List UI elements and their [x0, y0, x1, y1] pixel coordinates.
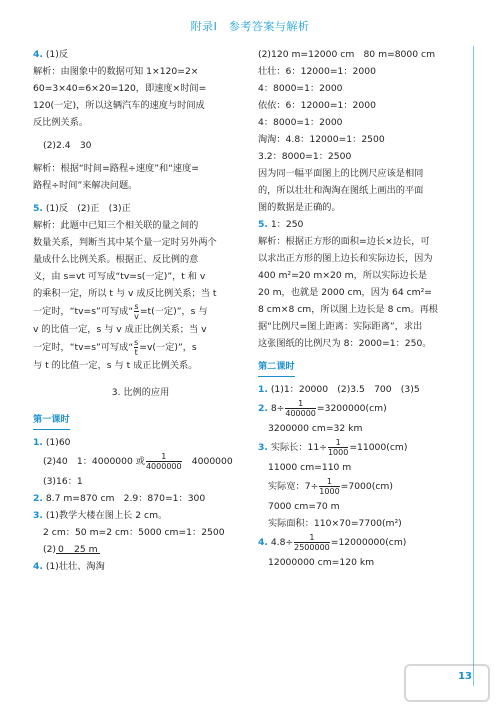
answer-line: 3200000 cm=32 km	[268, 423, 363, 434]
analysis-line: 的乘积一定，所以 t 与 v 成反比例关系；当 t	[33, 288, 217, 299]
answer-line: 7000 cm=70 m	[268, 501, 340, 512]
answer-1-3: (3)16：1	[43, 476, 83, 487]
analysis-line: 反比例关系。	[33, 117, 89, 128]
question-number: 5.	[33, 203, 43, 214]
analysis-line: 120(一定)，所以这辆汽车的速度与时间成	[33, 100, 205, 111]
page-number: 13	[458, 671, 472, 682]
answer-line: 壮壮：6：12000=1：2000	[258, 66, 376, 77]
answer-line: 图的数据是正确的。	[258, 202, 341, 213]
answer-2: 2. 8.7 m=870 cm 2.9：870=1：300	[33, 493, 206, 504]
fraction: $\frac{1}{1000}$	[319, 477, 340, 496]
answer-line: 的，所以壮壮和淘淘在图纸上画出的平面	[258, 185, 424, 196]
answer-5	[33, 200, 248, 217]
fraction: $\frac{1}{4000000}$	[145, 452, 182, 471]
analysis-line: 一定时，“tv=s”可写成“ $\frac{s}{t}$ =v(一定)”，s	[33, 338, 197, 357]
answer-1-2: (2)40 1：4000000 或 $\frac{1}{4000000}$ 4000000	[43, 452, 233, 471]
answer-4-1	[33, 46, 248, 63]
answer-4-2: (2)2.4 30	[43, 140, 92, 151]
fraction: $\frac{s}{v}$	[134, 302, 139, 321]
answer-3: 3. 实际长：11÷ $\frac{1}{1000}$ =11000(cm)	[258, 438, 408, 457]
analysis-line: 20 m，也就是 2000 cm，因为 64 cm²=	[258, 287, 433, 298]
analysis-line: v 的比值一定，s 与 v 成正比例关系；当 v	[33, 324, 207, 335]
analysis-line: 路程÷时间”来解决问题。	[33, 180, 138, 191]
analysis-line: 解析：此题中已知三个相关联的量之间的	[33, 220, 199, 231]
analysis-line: 以求出正方形的图上边长和实际边长，因为	[258, 253, 433, 264]
answer-line: 依依：6：12000=1：2000	[258, 100, 376, 111]
answer-5: 5. 1：250	[258, 219, 304, 230]
answer-4: 4. (1)壮壮、淘淘	[33, 561, 105, 572]
analysis-line: 量成什么比例关系。根据正、反比例的意	[33, 254, 199, 265]
watermark-logo	[404, 664, 490, 702]
answer-text: (1)反	[45, 49, 69, 60]
analysis-line: 解析：根据“时间=路程÷速度”和“速度=	[33, 163, 199, 174]
answer-line: 实际宽：7÷ $\frac{1}{1000}$ =7000(cm)	[268, 477, 393, 496]
analysis-line: 解析：根据正方形的面积=边长×边长，可	[258, 236, 430, 247]
answer-2: 2. 8÷ $\frac{1}{400000}$ =3200000(cm)	[258, 399, 387, 418]
left-column	[33, 46, 248, 575]
fraction: $\frac{s}{t}$	[134, 338, 139, 357]
answer-3-1: 3. (1)教学大楼在图上长 2 cm。	[33, 510, 168, 521]
right-column	[258, 46, 478, 571]
answer-line: 12000000 cm=120 km	[268, 557, 375, 568]
answer-line: 11000 cm=110 m	[268, 462, 352, 473]
scale-bar: 0 25 m	[56, 544, 100, 556]
page-header: 附录Ⅰ 参考答案与解析	[190, 20, 310, 33]
question-number: 4.	[33, 49, 43, 60]
answer-text: (1)反 (2)正 (3)正	[45, 203, 131, 214]
answer-line: 因为同一幅平面图上的比例尺应该是相同	[258, 168, 424, 179]
answer-line: 淘淘：4.8：12000=1：2500	[258, 134, 385, 145]
lesson-title: 第一课时	[33, 411, 70, 430]
analysis-line: 一定时，“tv=s”可写成“ $\frac{s}{v}$ =t(一定)”，s 与	[33, 302, 208, 321]
answer-line: 实际面积：110×70=7700(m²)	[268, 518, 402, 529]
analysis-line: 解析：由图象中的数据可知 1×120=2×	[33, 66, 199, 77]
analysis-line: 这张图纸的比例尺为 8：2000=1：250。	[258, 338, 432, 349]
analysis-line: 据“比例尺=图上距离：实际距离”，求出	[258, 321, 423, 332]
analysis-line: 8 cm×8 cm，所以图上边长是 8 cm。再根	[258, 304, 438, 315]
analysis-line: 与 t 的比值一定，s 与 t 成正比例关系。	[33, 360, 198, 371]
answer-line: 4：8000=1：2000	[258, 83, 343, 94]
answer-4: 4. 4.8÷ $\frac{1}{2500000}$ =12000000(cm)	[258, 533, 407, 552]
answer-line: 4：8000=1：2000	[258, 117, 343, 128]
lesson-title: 第二课时	[258, 358, 295, 377]
analysis-line: 60=3×40=6×20=120，即速度×时间=	[33, 83, 207, 94]
answer-3-2: (2) 0 25 m	[33, 541, 248, 558]
analysis-line: 数量关系，判断当其中某个量一定时另外两个	[33, 237, 217, 248]
section-title: 3. 比例的应用	[111, 387, 170, 398]
fraction: $\frac{1}{400000}$	[285, 399, 316, 418]
analysis-line: 400 m²=20 m×20 m，所以实际边长是	[258, 270, 428, 281]
fraction: $\frac{1}{2500000}$	[294, 533, 330, 552]
answer-line: 3.2：8000=1：2500	[258, 151, 352, 162]
answer-1: 1. (1)1：20000 (2)3.5 700 (3)5	[258, 384, 420, 395]
answer-line: (2)120 m=12000 cm 80 m=8000 cm	[258, 49, 436, 60]
fraction: $\frac{1}{1000}$	[327, 438, 349, 457]
answer-3-calc: 2 cm：50 m=2 cm：5000 cm=1：2500	[43, 527, 225, 538]
answer-1-1: 1. (1)60	[33, 437, 71, 448]
analysis-line: 义，由 s=vt 可写成“tv=s(一定)”，t 和 v	[33, 271, 206, 282]
